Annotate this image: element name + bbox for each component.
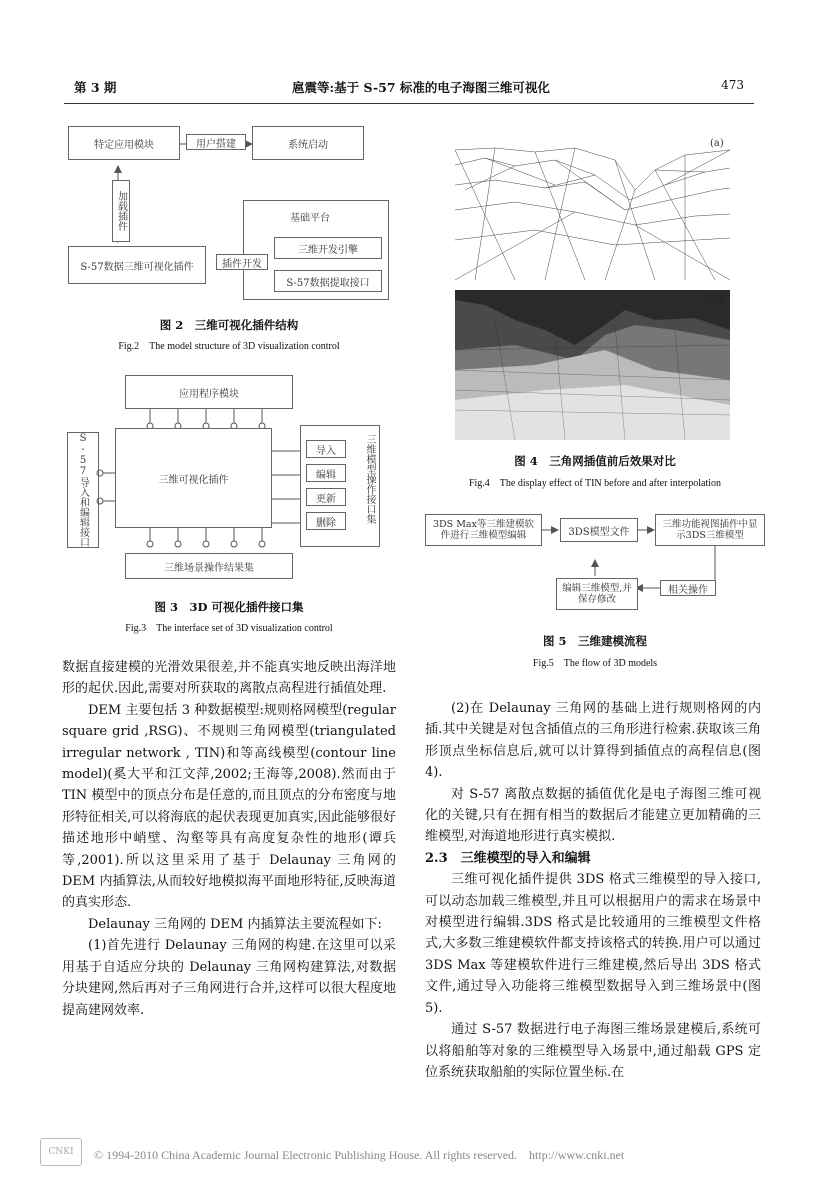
fig2-base-platform-label: 基础平台	[290, 213, 330, 224]
fig3-caption-cn: 图 3 3D 可视化插件接口集	[154, 600, 304, 614]
fig2-engine: 三维开发引擎	[274, 237, 382, 259]
copyright-text: © 1994-2010 China Academic Journal Electronic Publishing House. All rights reserved. http://www.cnki.net	[94, 1148, 625, 1162]
fig3-app-module: 应用程序模块	[125, 375, 293, 409]
fig4-caption-cn: 图 4 三角网插值前后效果对比	[514, 454, 676, 468]
fig4-tin-wireframe-a	[455, 130, 730, 280]
fig5-model-file: 3DS模型文件	[560, 518, 638, 542]
fig5-plugin-show: 三维功能视图插件中显示3DS三维模型	[655, 514, 765, 546]
fig4-label-b: (b)	[708, 293, 723, 304]
left-paragraph-2: DEM 主要包括 3 种数据模型:规则格网模型(regular square grid ,RSG)、不规则三角网模型(triangulated irregular network , TIN)和等高线模型(contour line model)(奚大平和江文萍,2002;王海等,2008).然而由于 TIN 模型中的顶点分布是任意的,而且顶点的分布密度与地形特征相关,可以将海底的起伏表现更加真实,因此能够很好描述地形中峭壁、沟壑等具有高度复杂性的地形(谭兵等,2001).所以这里采用了基于 Delaunay 三角网的 DEM 内插算法,从而较好地模拟海平面地形特征,反映海道的真实形态.	[62, 702, 396, 911]
left-paragraph-1: 数据直接建模的光滑效果很差,并不能真实地反映出海洋地形的起伏.因此,需要对所获取的离散点高程进行插值处理.	[62, 660, 396, 697]
fig3-import: 导入	[306, 440, 346, 458]
page-number: 473	[721, 78, 744, 92]
fig3-edit: 编辑	[306, 464, 346, 482]
left-paragraph-4: (1)首先进行 Delaunay 三角网的构建.在这里可以采用基于自适应分块的 Delaunay 三角网构建算法,对数据分块建网,然后再对子三角网进行合并,这样可以很大程度地提高建网效率.	[62, 938, 396, 1018]
fig3-update: 更新	[306, 488, 346, 506]
fig4-tin-dense-b	[455, 290, 730, 440]
fig5-caption-en: Fig.5 The flow of 3D models	[532, 658, 658, 669]
fig5-related-ops: 相关操作	[660, 580, 716, 596]
page-footer	[40, 1138, 780, 1166]
fig2-extract-interface: S-57数据提取接口	[274, 270, 382, 292]
fig3-core: 三维可视化插件	[115, 428, 272, 528]
fig5-max-edit: 3DS Max等三维建模软件进行三维模型编辑	[425, 514, 542, 546]
right-paragraph-3: 三维可视化插件提供 3DS 格式三维模型的导入接口,可以动态加载三维模型,并且可以根据用户的需求在场景中对模型进行编辑.3DS 格式是比较通用的三维模型文件格式,大多数三维建模软件都支持该格式的转换.用户可以通过 3DS Max 等建模软件进行三维建模,然后导出 3DS 格式文件,通过导入功能将三维模型数据导入到三维场景中(图 5).	[425, 872, 761, 1016]
section-heading-2-3: 2.3 三维模型的导入和编辑	[425, 850, 591, 866]
fig5-caption-cn: 图 5 三维建模流程	[542, 634, 647, 648]
fig3-delete: 删除	[306, 512, 346, 530]
right-paragraph-1: (2)在 Delaunay 三角网的基础上进行规则格网的内插.其中关键是对包含插值点的三角形进行检索.获取该三角形顶点坐标信息后,就可以计算得到插值点的高程信息(图 4).	[425, 701, 761, 781]
right-text-column	[425, 698, 761, 1083]
fig2-app-module: 特定应用模块	[68, 126, 180, 160]
fig2-user-build: 用户搭建	[186, 134, 246, 150]
page-header	[74, 78, 744, 100]
fig3-caption-en: Fig.3 The interface set of 3D visualization control	[125, 623, 333, 634]
header-rule	[64, 103, 754, 104]
fig2-plugin: S-57数据三维可视化插件	[68, 246, 206, 284]
fig2-plugin-dev: 插件开发	[216, 254, 268, 270]
right-paragraph-2: 对 S-57 离散点数据的插值优化是电子海图三维可视化的关键,只有在拥有相当的数据后才能建立更加精确的三维模型,对海道地形进行真实模拟.	[425, 786, 761, 845]
cnki-logo: CNKI	[40, 1138, 82, 1166]
fig2-load-plugin: 加载插件	[112, 180, 130, 242]
fig3-scene-ops: 三维场景操作结果集	[125, 553, 293, 579]
fig2-caption-en: Fig.2 The model structure of 3D visualization control	[118, 341, 340, 352]
fig3-op-interface-label: 三维模型操作接口集	[364, 434, 375, 524]
left-paragraph-3: Delaunay 三角网的 DEM 内插算法主要流程如下:	[88, 916, 382, 932]
fig3-s57-import: S-57导入和编辑接口	[67, 432, 99, 548]
right-paragraph-4: 通过 S-57 数据进行电子海图三维场景建模后,系统可以将船舶等对象的三维模型导入场景中,通过船载 GPS 定位系统获取船舶的实际位置坐标.在	[425, 1022, 761, 1080]
fig2-system-start: 系统启动	[252, 126, 364, 160]
left-text-column	[62, 657, 396, 1021]
fig5-edit-save: 编辑三维模型,并保存修改	[556, 578, 638, 610]
fig4-label-a: (a)	[710, 138, 724, 149]
fig2-caption-cn: 图 2 三维可视化插件结构	[159, 318, 299, 332]
fig4-caption-en: Fig.4 The display effect of TIN before and after interpolation	[468, 478, 722, 489]
running-title: 扈震等:基于 S-57 标准的电子海图三维可视化	[292, 80, 550, 95]
issue-label: 第 3 期	[74, 80, 117, 95]
